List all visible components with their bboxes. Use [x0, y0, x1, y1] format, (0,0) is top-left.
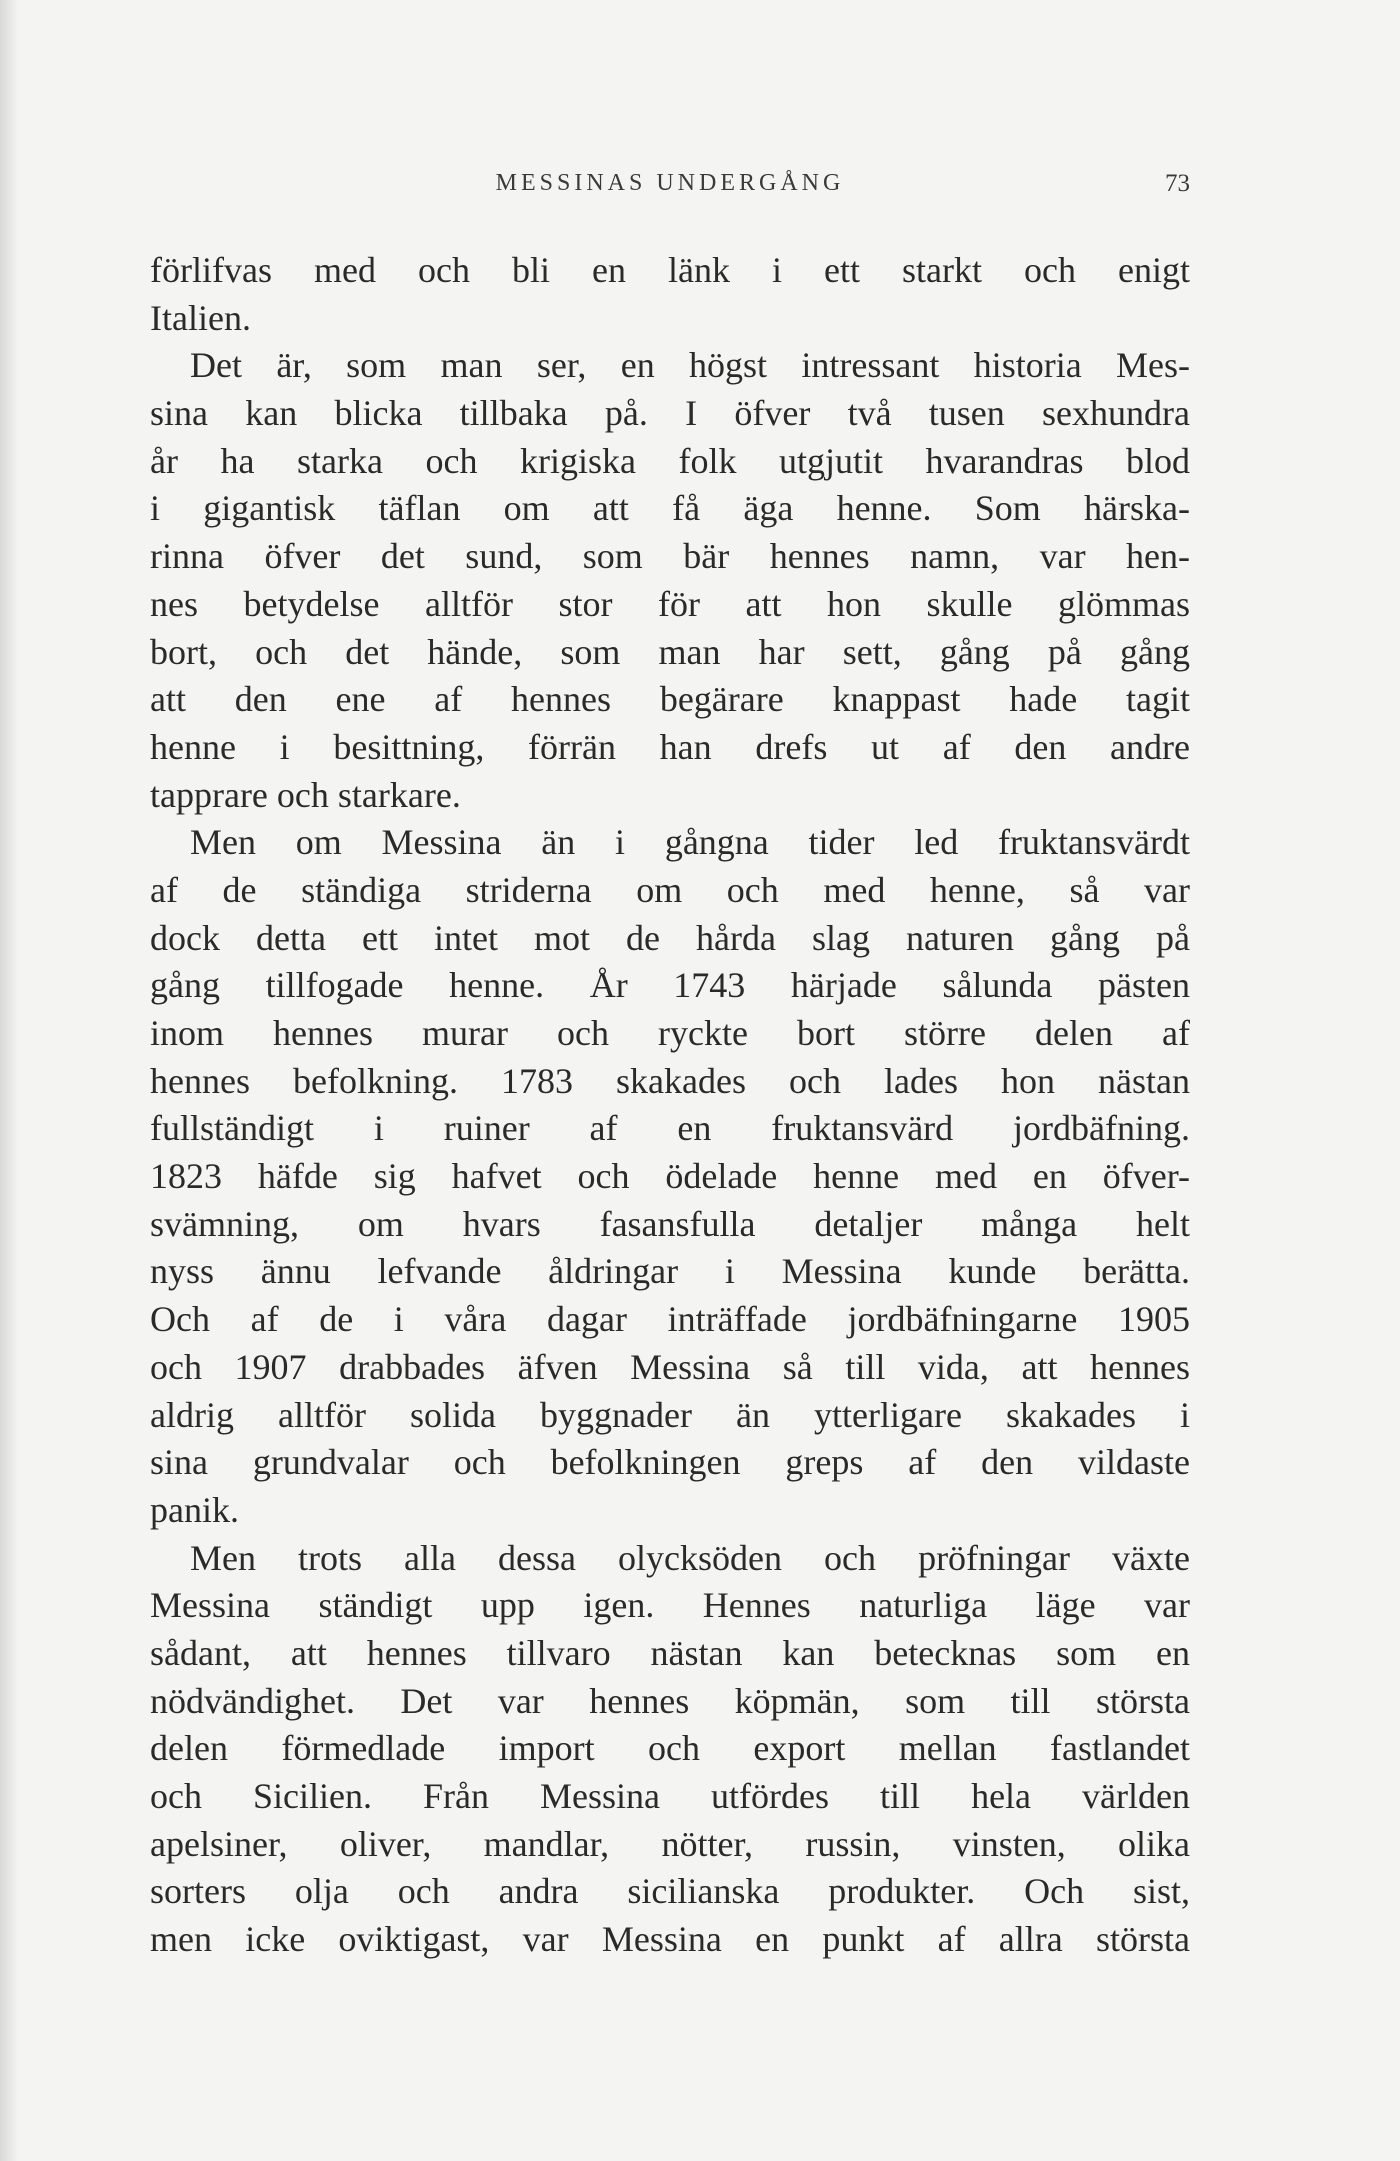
- text-line: men icke oviktigast, var Messina en punkt af allra största: [150, 1919, 1190, 1960]
- text-line: sådant, att hennes tillvaro nästan kan betecknas som en: [150, 1632, 1190, 1673]
- text-line: fullständigt i ruiner af en fruktansvärd jordbäfning.: [150, 1108, 1190, 1149]
- text-line: Messina ständigt upp igen. Hennes naturliga läge var: [150, 1585, 1190, 1626]
- text-line: apelsiner, oliver, mandlar, nötter, russin, vinsten, olika: [150, 1823, 1190, 1864]
- text-line: henne i besittning, förrän han drefs ut af den andre: [150, 726, 1190, 767]
- page-edge: [0, 0, 18, 2161]
- text-line: delen förmedlade import och export mellan fastlandet: [150, 1728, 1190, 1769]
- text-line: sina kan blicka tillbaka på. I öfver två tusen sexhundra: [150, 393, 1190, 434]
- text-line: och 1907 drabbades äfven Messina så till vida, att hennes: [150, 1346, 1190, 1387]
- text-line: hennes befolkning. 1783 skakades och lades hon nästan: [150, 1060, 1190, 1101]
- text-line: 1823 häfde sig hafvet och ödelade henne med en öfver-: [150, 1156, 1190, 1197]
- text-line: af de ständiga striderna om och med henne, så var: [150, 869, 1190, 910]
- running-title: MESSINAS UNDERGÅNG: [495, 170, 845, 196]
- text-line: sorters olja och andra sicilianska produkter. Och sist,: [150, 1871, 1190, 1912]
- text-line: Men om Messina än i gångna tider led fruktansvärdt: [190, 822, 1190, 863]
- text-line: Det är, som man ser, en högst intressant historia Mes-: [190, 345, 1190, 386]
- text-line: inom hennes murar och ryckte bort större delen af: [150, 1013, 1190, 1053]
- text-line: aldrig alltför solida byggnader än ytterligare skakades i: [150, 1394, 1190, 1435]
- text-line: tapprare och starkare.: [150, 774, 461, 815]
- text-line: Och af de i våra dagar inträffade jordbäfningarne 1905: [150, 1299, 1190, 1340]
- text-line: sina grundvalar och befolkningen greps af den vildaste: [150, 1442, 1190, 1483]
- text-line: och Sicilien. Från Messina utfördes till hela världen: [150, 1776, 1190, 1816]
- text-line: panik.: [150, 1489, 239, 1530]
- text-line: Men trots alla dessa olycksöden och pröfningar växte: [190, 1537, 1190, 1578]
- text-line: dock detta ett intet mot de hårda slag naturen gång på: [150, 917, 1190, 958]
- text-line: nes betydelse alltför stor för att hon skulle glömmas: [150, 583, 1190, 624]
- text-line: gång tillfogade henne. År 1743 härjade sålunda pästen: [150, 965, 1190, 1006]
- text-line: bort, och det hände, som man har sett, gång på gång: [150, 631, 1190, 672]
- text-line: år ha starka och krigiska folk utgjutit hvarandras blod: [150, 440, 1190, 481]
- body-text: [150, 247, 1190, 1964]
- text-line: Italien.: [150, 297, 251, 338]
- text-line: rinna öfver det sund, som bär hennes namn, var hen-: [150, 536, 1190, 577]
- text-line: att den ene af hennes begärare knappast hade tagit: [150, 679, 1190, 720]
- text-line: nödvändighet. Det var hennes köpmän, som till största: [150, 1680, 1190, 1721]
- page-header: [150, 170, 1190, 210]
- text-line: nyss ännu lefvande åldringar i Messina kunde berätta.: [150, 1251, 1190, 1292]
- text-line: förlifvas med och bli en länk i ett starkt och enigt: [150, 250, 1190, 290]
- text-line: i gigantisk täflan om att få äga henne. Som härska-: [150, 488, 1190, 529]
- text-line: svämning, om hvars fasansfulla detaljer många helt: [150, 1203, 1190, 1244]
- page-number: 73: [1165, 170, 1190, 197]
